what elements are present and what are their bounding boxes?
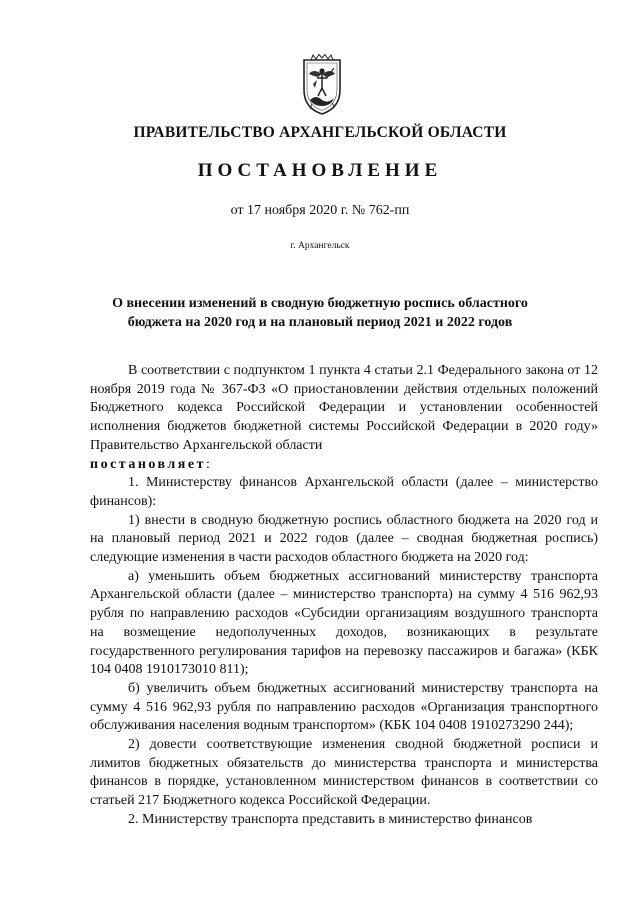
clause-1-1-b: б) увеличить объем бюджетных ассигнований министерству транспорта на сумму 4 516 962,93 рубля по направлению расходов «Организация транспортного обслуживания населения водным транспортом» (КБК 104 0408 1910273290 244); [90, 680, 598, 734]
preamble-paragraph [90, 362, 598, 474]
clause-1-2: 2) довести соответствующие изменения сводной бюджетной росписи и лимитов бюджетных обязательств до министерства транспорта и министерства финансов в порядке, установленном министерством финансов в соответствии со статьей 217 Бюджетного кодекса Российской Федерации. [90, 737, 598, 809]
document-body [90, 362, 598, 830]
clause-1-1: 1) внести в сводную бюджетную роспись областного бюджета на 2020 год и на плановый период 2021 и 2022 годов (далее – сводная бюджетная роспись) следующие изменения в части расходов областного бюджета на 2020 год: [90, 512, 598, 566]
government-name: ПРАВИТЕЛЬСТВО АРХАНГЕЛЬСКОЙ ОБЛАСТИ [133, 124, 507, 141]
document-type: ПОСТАНОВЛЕНИЕ [197, 160, 443, 181]
clause-1: 1. Министерству финансов Архангельской области (далее – министерство финансов): [90, 475, 598, 509]
decree-word: постановляет [90, 456, 206, 472]
preamble-text: В соответствии с подпунктом 1 пункта 4 статьи 2.1 Федерального закона от 12 ноября 2019 года № 367-ФЗ «О приостановлении действия отдельных положений Бюджетного кодекса Российской Федерации и установлении особенностей исполнения бюджетов бюджетной системы Российской Федерации в 2020 году» Правительство Архангельской области [90, 363, 598, 453]
decree-colon: : [205, 456, 210, 472]
clause-1-1-a: а) уменьшить объем бюджетных ассигнований министерству транспорта Архангельской области (далее – министерство транспорта) на сумму 4 516 962,93 рубля по направлению расходов «Субсидии организациям воздушного транспорта на возмещение недополученных доходов, возникающих в результате государственного регулирования тарифов на перевозку пассажиров и багажа» (КБК 104 0408 1910173010 811); [90, 568, 598, 678]
document-title: О внесении изменений в сводную бюджетную роспись областного бюджета на 2020 год и на плановый период 2021 и 2022 годов [112, 296, 528, 330]
clause-2: 2. Министерству транспорта представить в министерство финансов [128, 811, 533, 827]
document-date-number: от 17 ноября 2020 г. № 762-пп [230, 203, 410, 218]
city-name: г. Архангельск [290, 241, 350, 251]
coat-of-arms-icon [301, 54, 343, 116]
